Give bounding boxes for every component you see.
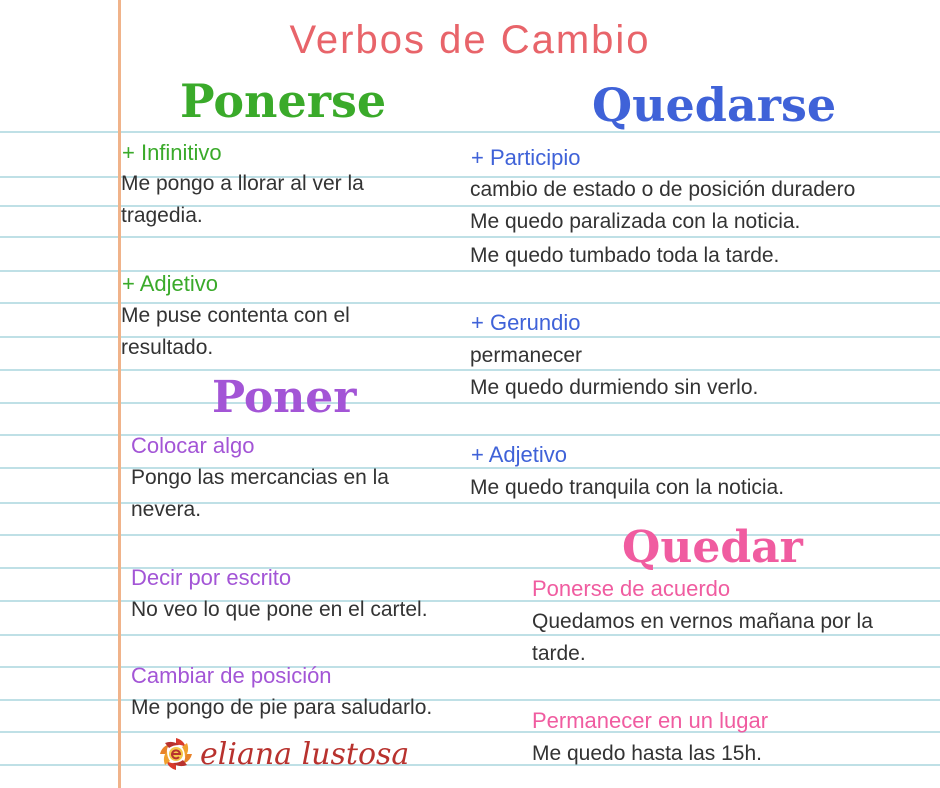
swirl-e-logo-icon xyxy=(158,736,194,772)
margin-line xyxy=(118,0,121,788)
heading-quedar: Quedar xyxy=(622,522,803,573)
example-quedar-acuerdo-2: tarde. xyxy=(532,642,586,665)
label-poner-cambiar: Cambiar de posición xyxy=(131,663,332,688)
example-ponerse-infinitivo-2: tragedia. xyxy=(121,204,203,227)
heading-ponerse: Ponerse xyxy=(180,74,387,128)
example-poner-cambiar-1: Me pongo de pie para saludarlo. xyxy=(131,696,433,719)
example-quedar-lugar-1: Me quedo hasta las 15h. xyxy=(532,742,762,765)
label-ponerse-infinitivo: + Infinitivo xyxy=(122,140,222,165)
example-quedarse-participio-1: cambio de estado o de posición duradero xyxy=(470,178,856,201)
example-quedarse-gerundio-1: permanecer xyxy=(470,344,583,367)
example-quedarse-gerundio-2: Me quedo durmiendo sin verlo. xyxy=(470,376,759,399)
example-quedar-acuerdo-1: Quedamos en vernos mañana por la xyxy=(532,610,873,633)
label-quedarse-adjetivo: + Adjetivo xyxy=(471,442,568,467)
label-poner-colocar: Colocar algo xyxy=(131,433,255,458)
brand-logo xyxy=(158,736,409,772)
label-quedar-lugar: Permanecer en un lugar xyxy=(532,708,769,733)
heading-poner: Poner xyxy=(212,372,357,423)
label-poner-decir: Decir por escrito xyxy=(131,565,292,590)
example-poner-colocar-1: Pongo las mercancias en la xyxy=(131,466,389,489)
heading-quedarse: Quedarse xyxy=(592,78,837,132)
label-quedarse-gerundio: + Gerundio xyxy=(471,310,581,335)
example-ponerse-adjetivo-1: Me puse contenta con el xyxy=(121,304,350,327)
label-ponerse-adjetivo: + Adjetivo xyxy=(122,271,219,296)
label-quedarse-participio: + Participio xyxy=(471,145,581,170)
example-poner-decir-1: No veo lo que pone en el cartel. xyxy=(131,598,428,621)
rule-line xyxy=(0,764,940,766)
rule-line xyxy=(0,731,940,733)
example-quedarse-participio-3: Me quedo tumbado toda la tarde. xyxy=(470,244,780,267)
page-title: Verbos de Cambio xyxy=(289,18,651,62)
example-quedarse-adjetivo-1: Me quedo tranquila con la noticia. xyxy=(470,476,785,499)
logo-text: eliana lustosa xyxy=(200,736,410,772)
label-quedar-acuerdo: Ponerse de acuerdo xyxy=(532,576,731,601)
example-quedarse-participio-2: Me quedo paralizada con la noticia. xyxy=(470,210,801,233)
example-poner-colocar-2: nevera. xyxy=(131,498,202,521)
example-ponerse-infinitivo-1: Me pongo a llorar al ver la xyxy=(121,172,364,195)
example-ponerse-adjetivo-2: resultado. xyxy=(121,336,214,359)
